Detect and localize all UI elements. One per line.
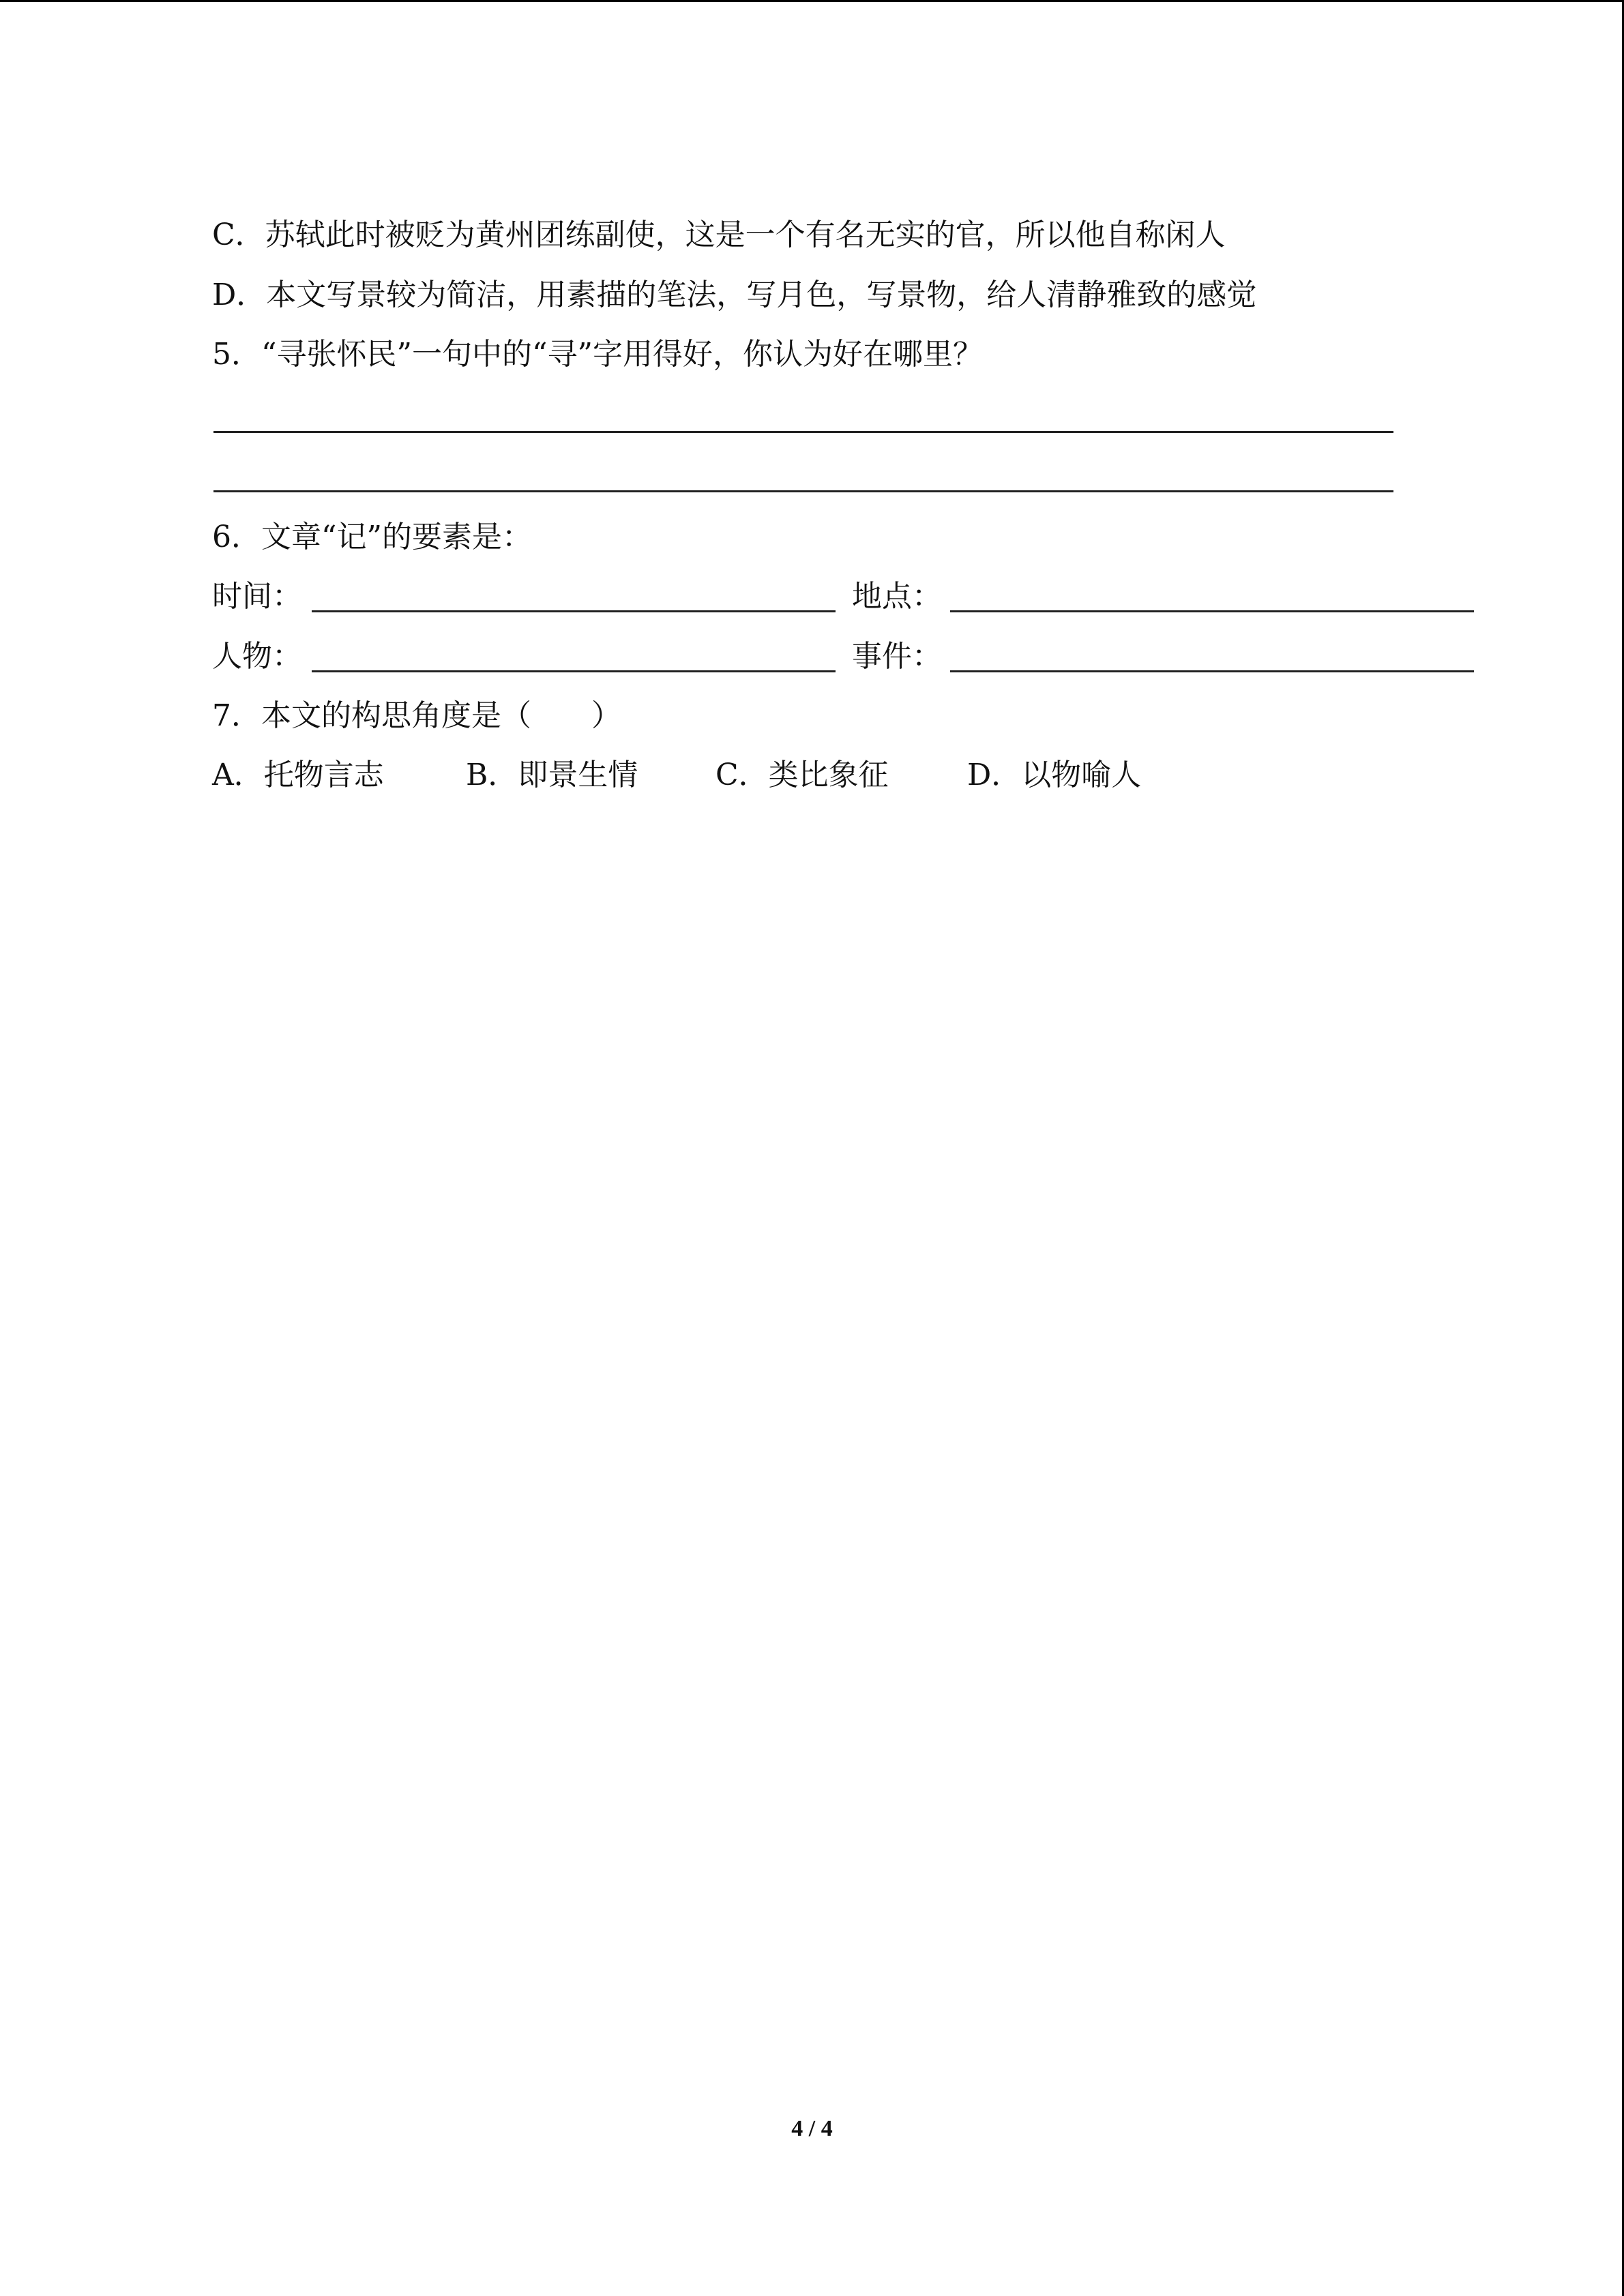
q6-time-blank[interactable] xyxy=(312,610,836,612)
q4-option-d: D．本文写景较为简洁，用素描的笔法，写月色，写景物，给人清静雅致的感觉 xyxy=(212,278,1257,312)
q6-person-blank[interactable] xyxy=(312,670,836,672)
q7-option-d[interactable]: D．以物喻人 xyxy=(967,758,1142,792)
q7-option-c[interactable]: C．类比象征 xyxy=(715,758,889,792)
q4-option-c: C．苏轼此时被贬为黄州团练副使，这是一个有名无实的官，所以他自称闲人 xyxy=(212,218,1226,252)
q6-place-blank[interactable] xyxy=(950,610,1474,612)
q5-answer-line-1[interactable] xyxy=(213,431,1393,433)
q6-person-label: 人物： xyxy=(212,639,302,674)
q6-question: 6．文章“记”的要素是： xyxy=(212,520,532,554)
q6-place-label: 地点： xyxy=(852,579,942,614)
q6-event-blank[interactable] xyxy=(950,670,1474,672)
q6-event-label: 事件： xyxy=(852,639,942,674)
q5-answer-line-2[interactable] xyxy=(213,490,1393,492)
q7-option-a[interactable]: A．托物言志 xyxy=(212,758,384,792)
page-number: 4 / 4 xyxy=(791,2116,833,2141)
q6-time-label: 时间： xyxy=(212,579,302,614)
q7-question: 7．本文的构思角度是（ ） xyxy=(212,698,621,733)
q5-question: 5．“寻张怀民”一句中的“寻”字用得好，你认为好在哪里？ xyxy=(212,337,983,372)
q7-option-b[interactable]: B．即景生情 xyxy=(466,758,638,792)
